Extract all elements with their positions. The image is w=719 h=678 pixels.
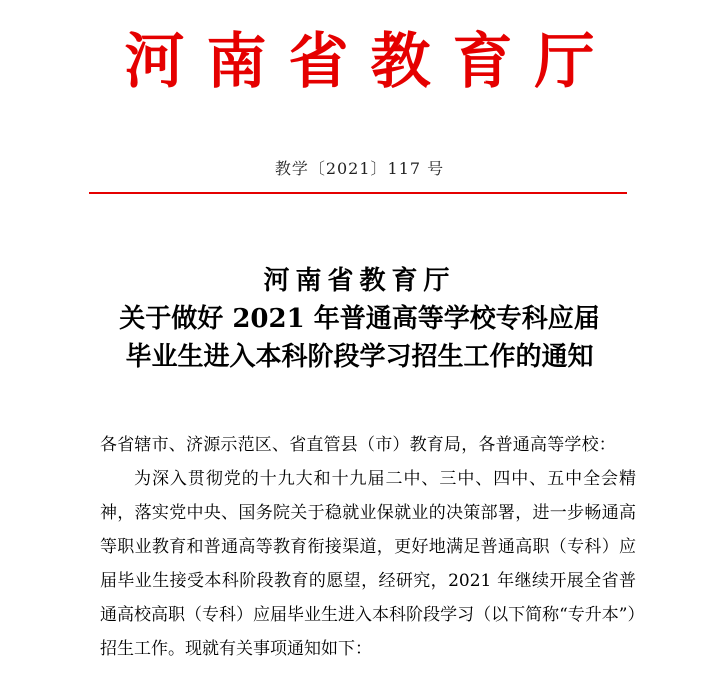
- document-body: [100, 428, 636, 666]
- body-paragraph: 为深入贯彻党的十九大和十九届二中、三中、四中、五中全会精神，落实党中央、国务院关于稳就业保就业的决策部署，进一步畅通高等职业教育和普通高等教育衔接渠道，更好地满足普通高职（专科）应届毕业生接受本科阶段教育的愿望，经研究，2021 年继续开展全省普通高校高职（专科）应届毕业生进入本科阶段学习（以下简称“专升本”）招生工作。现就有关事项通知如下：: [100, 469, 636, 659]
- salutation: 各省辖市、济源示范区、省直管县（市）教育局，各普通高等学校：: [100, 435, 616, 455]
- red-separator-line: [89, 192, 627, 194]
- title-line-2: 毕业生进入本科阶段学习招生工作的通知: [125, 342, 594, 372]
- title-issuer: 河南省教育厅: [263, 266, 456, 296]
- red-masthead: 河南省教育厅: [124, 27, 617, 97]
- title-line-1: 关于做好 2021 年普通高等学校专科应届: [119, 304, 600, 334]
- document-number: 教学〔2021〕117 号: [274, 159, 445, 178]
- document-title: [0, 262, 719, 376]
